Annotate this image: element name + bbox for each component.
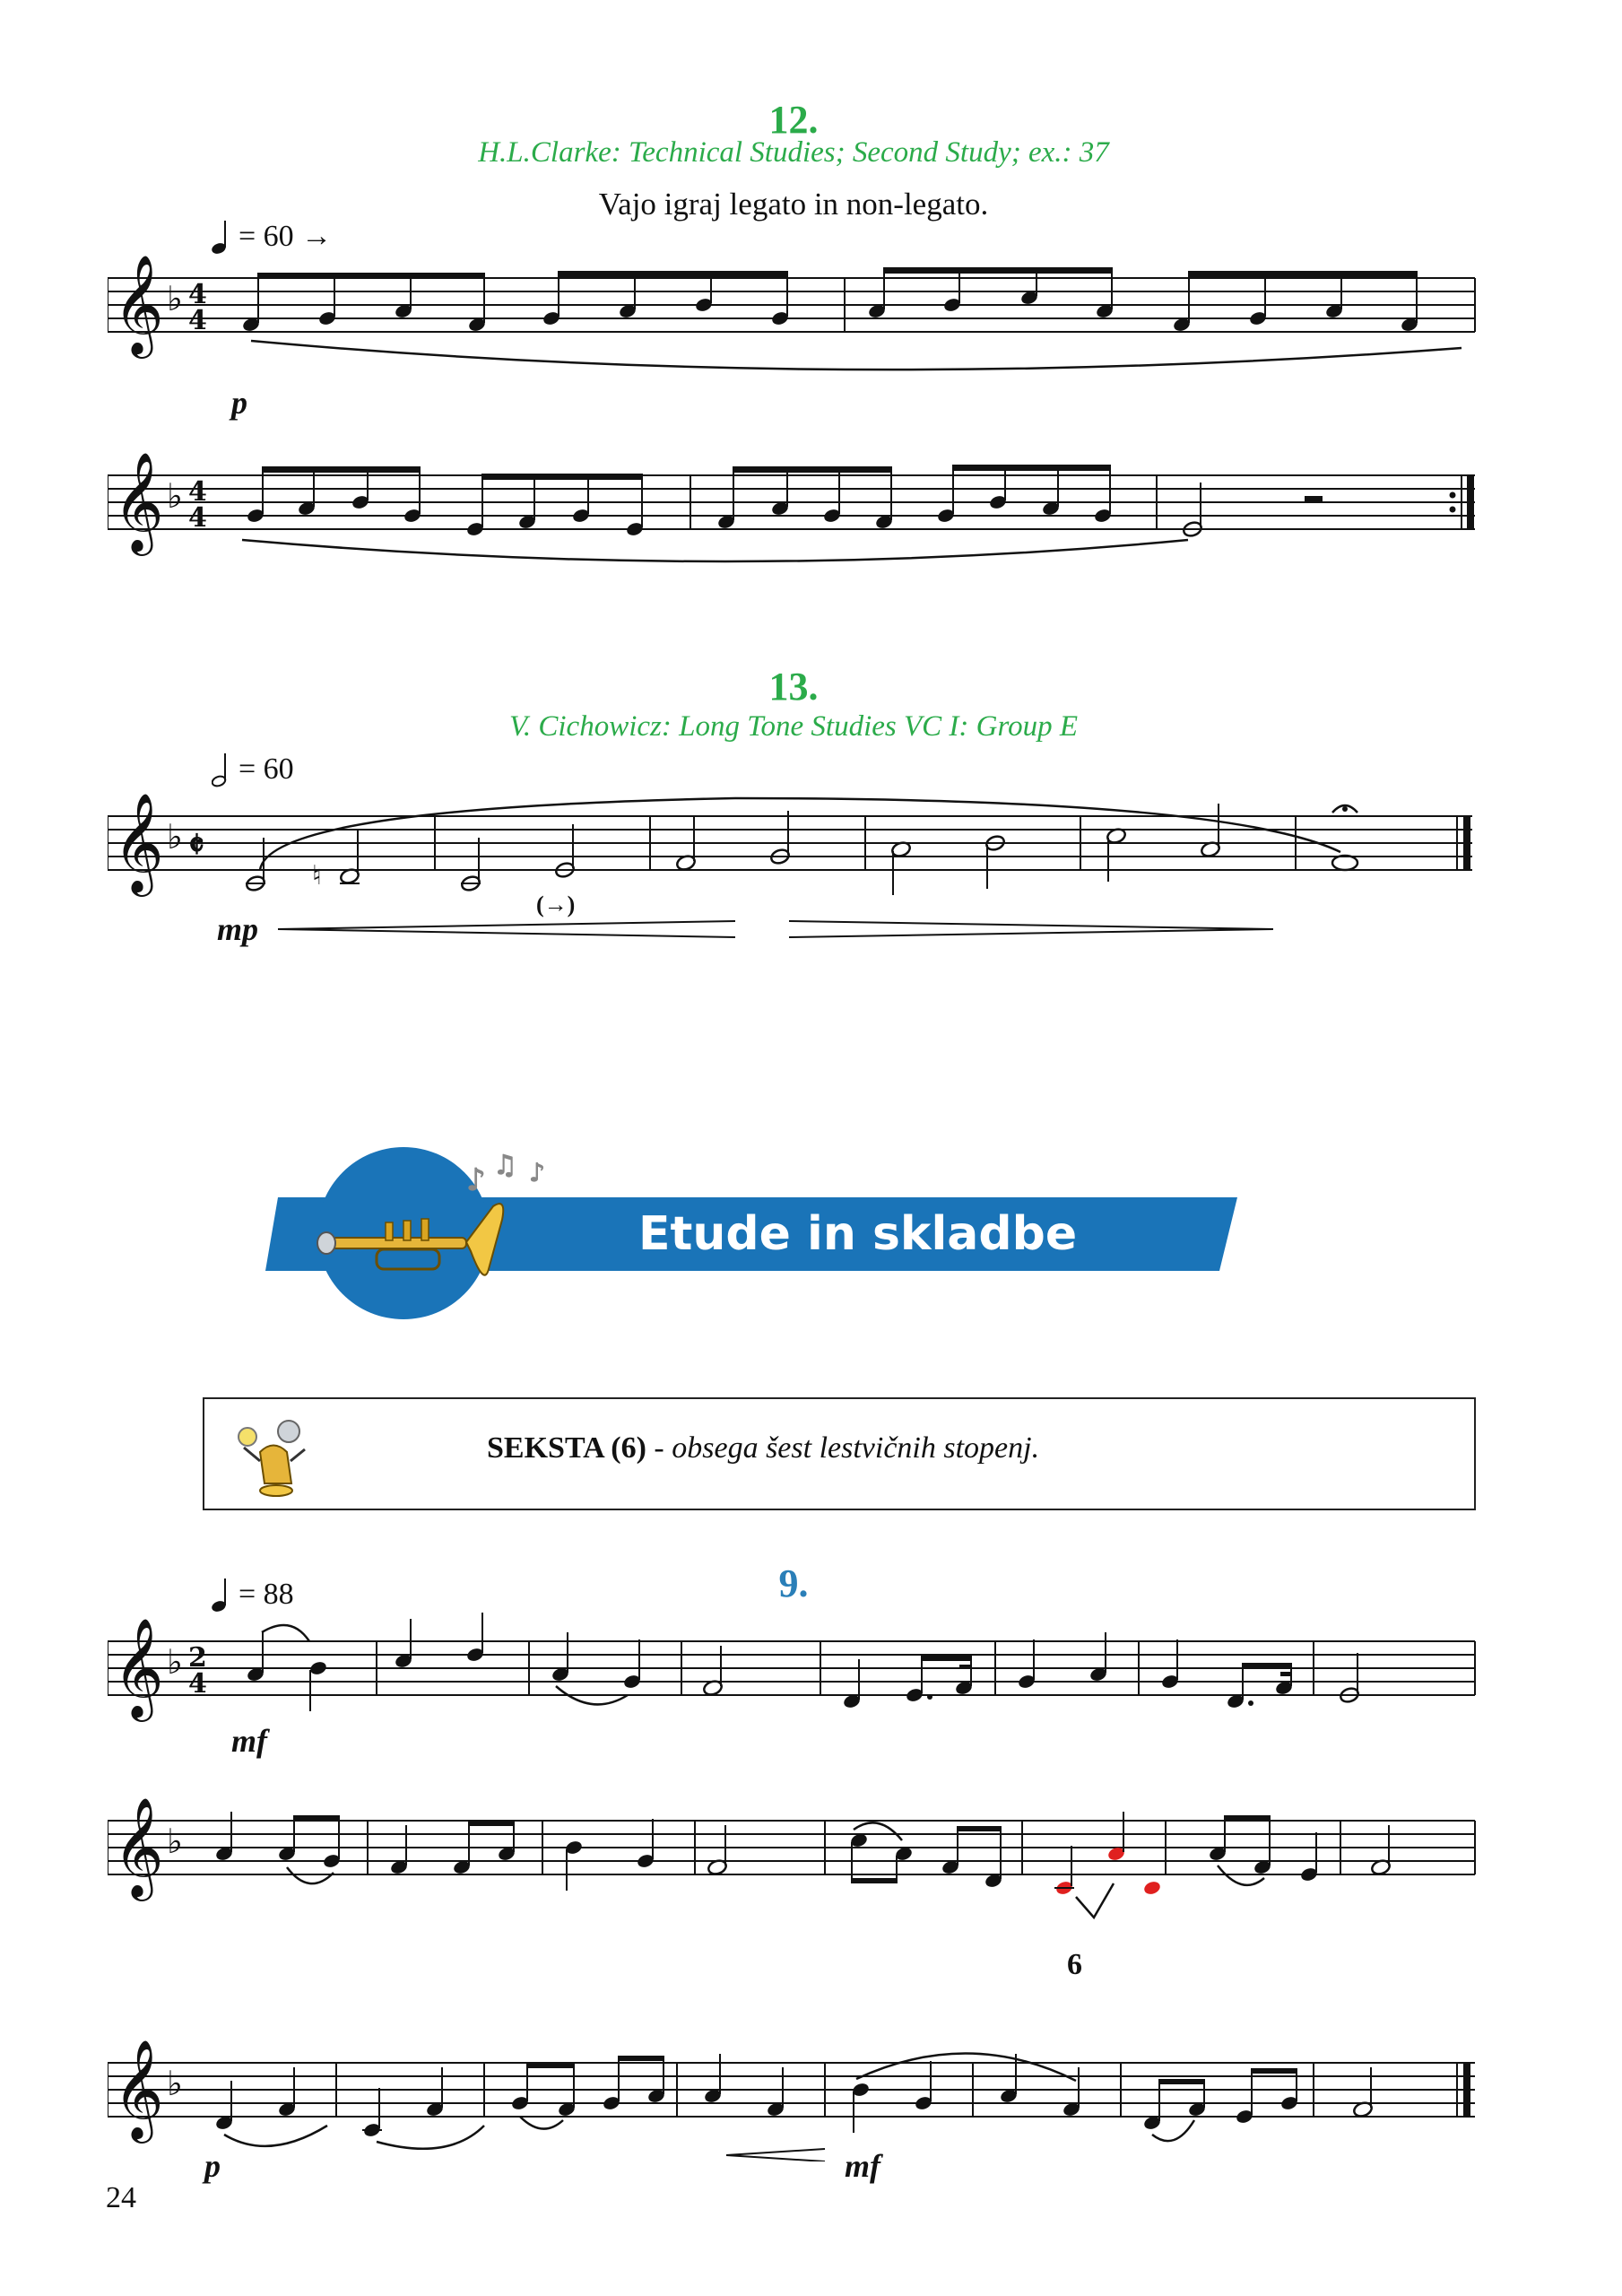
etude-9-dynamic-start: mf — [231, 1723, 267, 1759]
definition-term: SEKSTA (6) — [487, 1431, 646, 1465]
etude-9-staff-3 — [108, 2027, 1488, 2161]
svg-text:♭: ♭ — [167, 476, 183, 516]
exercise-12-number: 12. — [768, 98, 819, 142]
svg-text:𝄞: 𝄞 — [113, 451, 164, 552]
svg-text:♭: ♭ — [167, 1822, 183, 1861]
exercise-13-number: 13. — [768, 665, 819, 709]
svg-text:♭: ♭ — [167, 1642, 183, 1682]
exercise-12-staff-2 — [108, 439, 1488, 574]
svg-text:𝄞: 𝄞 — [113, 792, 164, 892]
svg-text:2: 2 — [188, 1642, 207, 1674]
svg-text:4: 4 — [188, 476, 207, 508]
etude-9-staff-1 — [108, 1605, 1488, 1740]
music-notes-icon — [466, 1150, 545, 1198]
svg-text:♫: ♫ — [493, 1150, 517, 1181]
interval-label: 6 — [1067, 1948, 1082, 1981]
exercise-13-staff — [108, 780, 1488, 942]
exercise-12-tempo — [212, 219, 332, 255]
exercise-12-instruction: Vajo igraj legato in non-legato. — [598, 187, 989, 222]
exercise-13-bracket-note: (→) — [536, 891, 576, 918]
svg-text:4: 4 — [188, 279, 207, 310]
exercise-13-source: V. Cichowicz: Long Tone Studies VC I: Group E — [508, 710, 1079, 743]
svg-text:4: 4 — [188, 502, 207, 534]
exercise-12-staff-1 — [108, 251, 1488, 395]
definition-description: obsega šest lestvičnih stopenj. — [672, 1431, 1040, 1465]
svg-text:𝄞: 𝄞 — [113, 254, 164, 354]
svg-text:♭: ♭ — [167, 2064, 183, 2103]
svg-text:♮: ♮ — [312, 860, 322, 891]
definition-separator: - — [646, 1431, 672, 1465]
svg-text:4: 4 — [188, 305, 207, 336]
svg-text:4: 4 — [188, 1668, 207, 1700]
etude-9-dynamic-line3-mid: mf — [845, 2148, 880, 2184]
svg-text:𝄞: 𝄞 — [113, 1617, 164, 1718]
etude-9-dynamic-line3-start: p — [204, 2148, 221, 2184]
definition-box — [203, 1397, 1476, 1510]
section-banner-title: Etude in skladbe — [638, 1207, 1078, 1261]
svg-text:♭: ♭ — [167, 279, 183, 318]
svg-text:♭: ♭ — [167, 817, 183, 857]
svg-text:♪: ♪ — [466, 1162, 486, 1198]
page-number: 24 — [106, 2181, 136, 2214]
svg-text:𝄞: 𝄞 — [113, 2039, 164, 2139]
exercise-12-source: H.L.Clarke: Technical Studies; Second Study; ex.: 37 — [478, 136, 1109, 169]
svg-text:𝄞: 𝄞 — [113, 1796, 164, 1897]
svg-text:𝄵: 𝄵 — [188, 824, 204, 866]
trumpet-mascot-icon — [224, 1412, 314, 1501]
etude-9-tempo-text: = 88 — [239, 1578, 294, 1611]
exercise-12-dynamic: p — [231, 385, 247, 421]
exercise-13-dynamic: mp — [217, 911, 259, 947]
exercise-12-tempo-text: = 60 → — [239, 220, 333, 253]
exercise-13-tempo-text: = 60 — [239, 752, 294, 786]
etude-9-staff-2 — [108, 1785, 1488, 1946]
definition-text — [487, 1431, 1039, 1465]
svg-text:♪: ♪ — [529, 1158, 545, 1187]
etude-9-number: 9. — [778, 1561, 809, 1605]
quarter-note-icon — [212, 219, 231, 255]
